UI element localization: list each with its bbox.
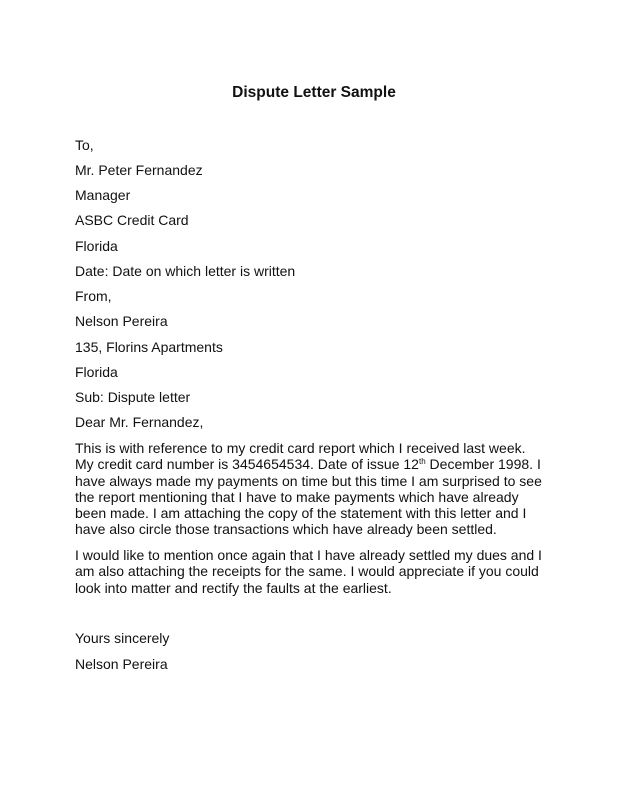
recipient-name: Mr. Peter Fernandez: [75, 162, 203, 178]
recipient-location: Florida: [75, 238, 118, 254]
sender-name: Nelson Pereira: [75, 313, 168, 329]
recipient-company: ASBC Credit Card: [75, 212, 189, 228]
paragraph-2-line: am also attaching the receipts for the same. I would appreciate if you could: [75, 563, 539, 580]
letter-date: Date: Date on which letter is written: [75, 263, 296, 279]
paragraph-1-line: have always made my payments on time but this time I am surprised to see: [75, 472, 542, 489]
body-paragraph-1: [75, 440, 575, 538]
issue-date-text: December 1998. I: [425, 456, 541, 473]
paragraph-2-line: look into matter and rectify the faults at the earliest.: [75, 579, 392, 596]
letter-subject: Sub: Dispute letter: [75, 389, 191, 405]
paragraph-1-line: the report mentioning that I have to make payments which have already: [75, 488, 519, 505]
signature-name: Nelson Pereira: [75, 656, 168, 672]
body-paragraph-2: [75, 547, 575, 596]
recipient-title: Manager: [75, 187, 131, 203]
closing: Yours sincerely: [75, 630, 170, 646]
card-number-text: My credit card number is 3454654534. Date of issue 12: [75, 456, 419, 473]
paragraph-1-line: This is with reference to my credit card report which I received last week.: [75, 440, 526, 456]
paragraph-1-line: have also circle those transactions which have already been settled.: [75, 521, 497, 538]
sender-location: Florida: [75, 364, 118, 380]
ordinal-suffix: th: [418, 457, 426, 467]
sender-from: From,: [75, 288, 112, 304]
paragraph-2-line: I would like to mention once again that I have already settled my dues and I: [75, 547, 542, 563]
paragraph-1-line: [75, 456, 575, 472]
document-title: Dispute Letter Sample: [232, 84, 396, 101]
paragraph-1-line: been made. I am attaching the copy of the statement with this letter and I: [75, 505, 527, 522]
salutation-to: To,: [75, 137, 94, 153]
sender-address: 135, Florins Apartments: [75, 339, 223, 355]
greeting: Dear Mr. Fernandez,: [75, 414, 204, 430]
